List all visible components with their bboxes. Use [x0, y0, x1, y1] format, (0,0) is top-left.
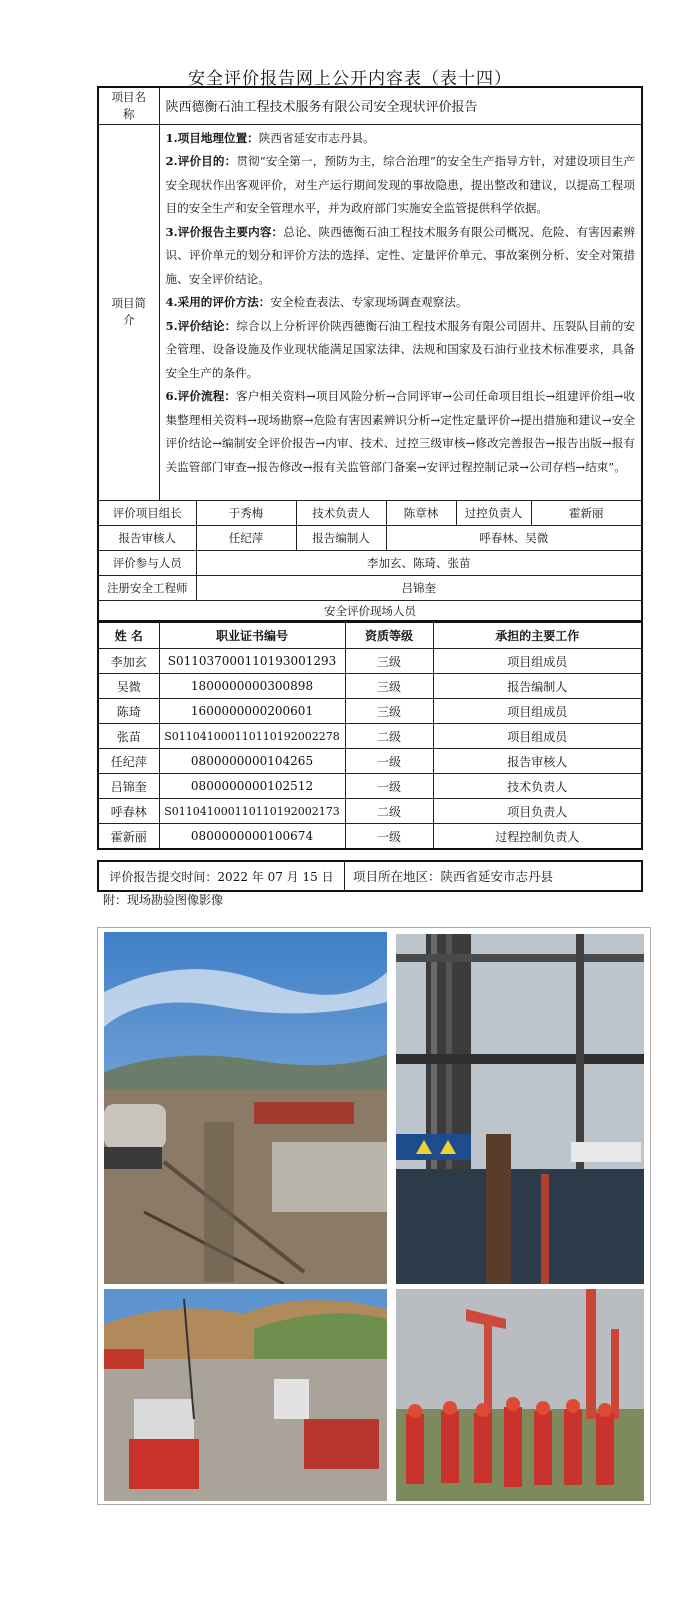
leader-value: 于秀梅 — [196, 500, 296, 525]
table-row: 霍新丽 0800000000100674 一级 过程控制负责人 — [98, 824, 642, 850]
project-name: 陕西德衡石油工程技术服务有限公司安全现状评价报告 — [159, 87, 642, 124]
project-area — [345, 862, 641, 890]
project-name-label: 项目名称 — [98, 87, 159, 124]
submit-date: 2022 年 07 月 15 日 — [217, 869, 334, 884]
tech-value: 陈章林 — [386, 500, 456, 525]
project-intro — [159, 124, 642, 500]
reviewer-label: 报告审核人 — [98, 525, 196, 550]
staff-header: 承担的主要工作 — [433, 621, 642, 649]
area-label: 项目所在地区： — [353, 869, 441, 884]
table-row: 吴微 1800000000300898 三级 报告编制人 — [98, 674, 642, 699]
staff-header: 职业证书编号 — [159, 621, 345, 649]
table-row: 张苗 S011041000110110192002278 二级 项目组成员 — [98, 724, 642, 749]
intro-item: 1.项目地理位置：陕西省延安市志丹县。 — [165, 130, 375, 145]
staff-title: 安全评价现场人员 — [98, 600, 642, 622]
intro-item: 5.评价结论：综合以上分析评价陕西德衡石油工程技术服务有限公司固井、压裂队目前的安全管理、设备设施及作业现状能满足国家法律、法规和国家及石油行业技术标准要求，具备安全生产的条件。 — [165, 318, 636, 380]
table-row: 呼春林 S011041000110110192002173 二级 项目负责人 — [98, 799, 642, 824]
site-photo-trucks — [104, 1289, 387, 1501]
engineer-value: 吕锦奎 — [196, 575, 642, 600]
engineer-label: 注册安全工程师 — [98, 575, 196, 600]
intro-item: 4.采用的评价方法：安全检查表法、专家现场调查观察法。 — [165, 295, 468, 309]
table-row: 任纪萍 0800000000104265 一级 报告审核人 — [98, 749, 642, 774]
writer-label: 报告编制人 — [296, 525, 386, 550]
site-photo-drill-rig — [396, 934, 644, 1284]
staff-header: 姓 名 — [98, 621, 159, 649]
page-title: 安全评价报告网上公开内容表（表十四） — [188, 69, 512, 89]
process-label: 过控负责人 — [456, 500, 531, 525]
area-value: 陕西省延安市志丹县 — [440, 869, 554, 884]
site-photo-overview — [104, 932, 387, 1284]
reviewer-value: 任纪萍 — [196, 525, 296, 550]
submit-label: 评价报告提交时间： — [109, 869, 218, 884]
process-value: 霍新丽 — [531, 500, 642, 525]
staff-header-row — [98, 621, 642, 649]
staff-table — [97, 620, 643, 850]
photo-grid — [97, 927, 651, 1505]
site-photo-crew — [396, 1289, 644, 1501]
leader-label: 评价项目组长 — [98, 500, 196, 525]
table-row: 李加玄 S011037000110193001293 三级 项目组成员 — [98, 649, 642, 674]
intro-item: 6.评价流程：客户相关资料→项目风险分析→合同评审→公司任命项目组长→组建评价组→收集整理相关资料→现场勘察→危险有害因素辨识分析→定性定量评价→提出措施和建议→安全评价结论→编制安全评价报告→内审、技术、过控三级审核→修改完善报告→报告出版→报有关监管部门审查→报告修改→报有关监管部门备案→安评过程控制记录→公司存档→结束”。 — [165, 389, 636, 474]
photo-note: 附：现场勘验图像影像 — [103, 893, 224, 907]
report-info-table — [97, 86, 643, 623]
submission-info — [97, 860, 643, 892]
intro-item: 3.评价报告主要内容：总论、陕西德衡石油工程技术服务有限公司概况、危险、有害因素辨识、评价单元的划分和评价方法的选择、定性、定量评价单元、事故案例分析、安全对策措施、安全评价结论。 — [165, 224, 636, 286]
staff-header: 资质等级 — [345, 621, 433, 649]
table-row: 吕锦奎 0800000000102512 一级 技术负责人 — [98, 774, 642, 799]
writer-value: 呼春林、吴微 — [386, 525, 642, 550]
participants-value: 李加玄、陈琦、张苗 — [196, 550, 642, 575]
tech-label: 技术负责人 — [296, 500, 386, 525]
submit-time — [99, 862, 345, 890]
intro-label: 项目简介 — [98, 124, 159, 500]
participants-label: 评价参与人员 — [98, 550, 196, 575]
table-row: 陈琦 1600000000200601 三级 项目组成员 — [98, 699, 642, 724]
intro-item: 2.评价目的：贯彻“安全第一，预防为主，综合治理”的安全生产指导方针，对建设项目生产安全现状作出客观评价，对生产运行期间发现的事故隐患，提出整改和建议，以提高工程项目的安全生产和安全管理水平，并为政府部门实施安全监管提供科学依据。 — [165, 154, 636, 215]
